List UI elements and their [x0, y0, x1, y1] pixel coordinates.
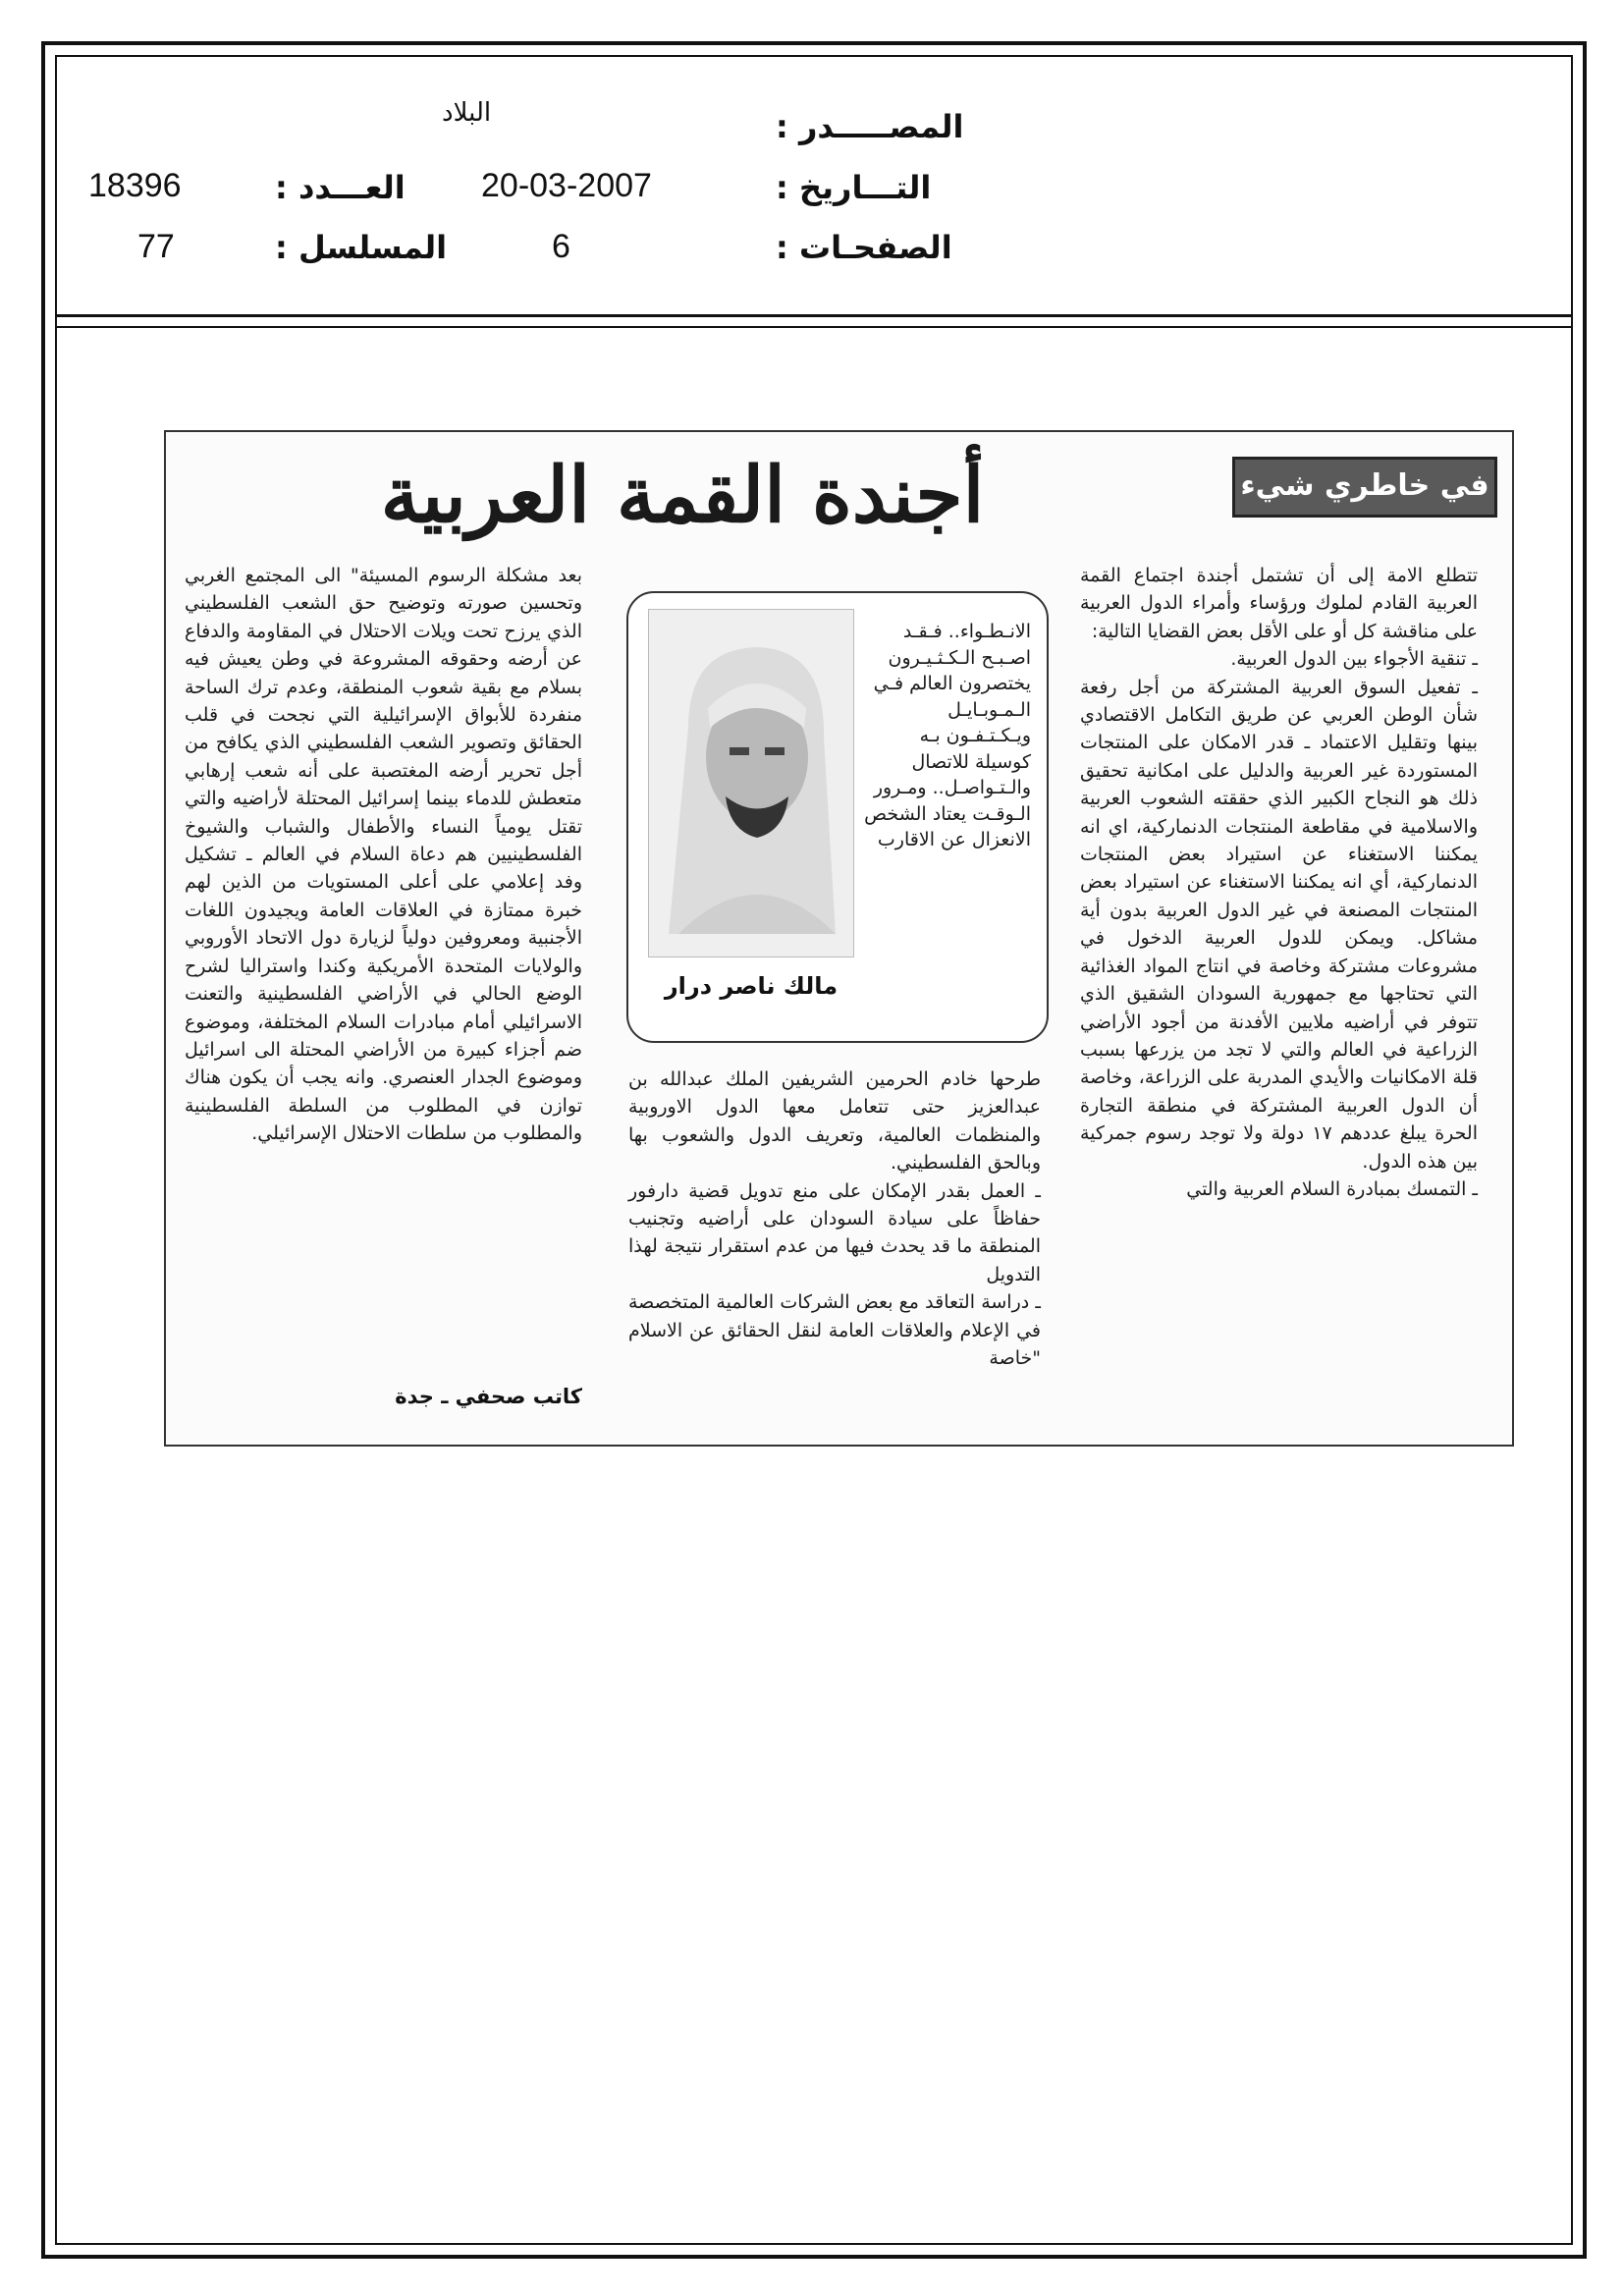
- author-signoff: كاتب صحفي ـ جدة: [395, 1385, 582, 1408]
- issue-value: 18396: [88, 167, 182, 204]
- source-label: المصـــــدر :: [776, 108, 964, 145]
- header-divider: [55, 314, 1573, 317]
- paragraph: تتطلع الامة إلى أن تشتمل أجندة اجتماع القمة العربية القادم لملوك ورؤساء وأمراء الدول العربية على مناقشة كل أو على الأقل بعض القضايا التالية:: [1080, 565, 1478, 642]
- serial-value: 77: [137, 228, 175, 265]
- paragraph: ـ تنقية الأجواء بين الدول العربية.: [1230, 648, 1478, 671]
- paragraph: بعد مشكلة الرسوم المسيئة" الى المجتمع الغربي وتحسين صورته وتوضيح حق الشعب الفلسطيني الذي يرزح تحت ويلات الاحتلال في المقاومة والدفاع عن أرضه وحقوقه المشروعة في وطن يعيش فيه بسلام مع بقية شعوب المنطقة، وعدم ترك الساحة منفردة للأبواق الإسرائيلية التي نجحت في قلب الحقائق وتصوير الشعب الفلسطيني الذي يكافح من أجل تحرير أرضه المغتصبة على أنه شعب إرهابي متعطش للدماء بينما إسرائيل المحتلة لأراضيه والتي تقتل يومياً النساء والأطفال والشباب والشيوخ الفلسطينيين هم دعاة السلام في العالم ـ تشكيل وفد إعلامي على أعلى المستويات من الذين لهم خبرة ممتازة في العلاقات العامة ويجيدون اللغات الأجنبية ومعروفين دولياً لزيارة دول الاتحاد الأوروبي والولايات المتحدة الأمريكية وكندا واستراليا لشرح الوضع الحالي في الأراضي الفلسطينية والتعنت الاسرائيلي أمام مبادرات السلام المختلفة، وموضوع ضم أجزاء كبيرة من الأراضي المحتلة الى اسرائيل وموضوع الجدار العنصري. وانه يجب أن يكون هناك توازن في المطلوب من السلطة الفلسطينية والمطلوب من سلطات الاحتلال الإسرائيلي.: [185, 565, 582, 1145]
- article-column-left: [185, 562, 582, 1148]
- article-column-middle: [628, 1066, 1041, 1372]
- pages-label: الصفحـات :: [776, 229, 952, 266]
- date-label: التـــاريخ :: [776, 169, 932, 206]
- paragraph: ـ تفعيل السوق العربية المشتركة من أجل رفعة شأن الوطن العربي عن طريق التكامل الاقتصادي بينها وتقليل الاعتماد ـ قدر الامكان على المنتجات المستوردة غير العربية والدليل على امكانية تحقيق ذلك هو النجاح الكبير الذي حققته الشعوب العربية والاسلامية في مقاطعة المنتجات الدنماركية، اي انه يمكننا الاستغناء عن استيراد بعض المنتجات الدنماركية، أي انه يمكننا الاستغناء عن استيراد بعض المنتجات المصنعة في غير الدول العربية بدون أية مشاكل. ويمكن للدول العربية الدخول في مشروعات مشتركة وخاصة في انتاج المواد الغذائية التي تحتاجها مع جمهورية السودان الشقيق الذي تتوفر في أراضيه ملايين الأفدنة من أجود الأراضي الزراعية في العالم والتي لا تجد من يزرعها بسبب قلة الامكانيات والأيدي المدربة على الزراعة، وخاصة أن الدول العربية المشتركة في منطقة التجارة الحرة يبلغ عددهم ١٧ دولة ولا توجد رسوم جمركية بين هذه الدول.: [1080, 676, 1478, 1173]
- paragraph: ـ العمل بقدر الإمكان على منع تدويل قضية دارفور حفاظاً على سيادة السودان على أراضيه وتجنيب المنطقة ما قد يحدث فيها من عدم استقرار نتيجة لهذا التدويل: [628, 1179, 1041, 1285]
- author-name: مالك ناصر درار: [664, 972, 839, 1000]
- paragraph: ـ التمسك بمبادرة السلام العربية والتي: [1186, 1177, 1478, 1200]
- issue-label: العـــدد :: [275, 169, 406, 206]
- header-divider-thin: [55, 326, 1573, 328]
- paragraph: ـ دراسة التعاقد مع بعض الشركات العالمية المتخصصة في الإعلام والعلاقات العامة لنقل الحقائق عن الاسلام "خاصة: [628, 1291, 1041, 1370]
- article-column-right: [1080, 562, 1478, 1203]
- section-tag: في خاطري شيء: [1232, 457, 1497, 518]
- author-photo: [648, 609, 854, 957]
- paragraph: طرحها خادم الحرمين الشريفين الملك عبدالله بن عبدالعزيز حتى تتعامل معها الدول الاوروبية والمنظمات العالمية، وتعريف الدول والشعوب بها وبالحق الفلسطيني.: [628, 1068, 1041, 1175]
- article-headline: أجندة القمة العربية: [380, 451, 985, 540]
- source-value: البلاد: [442, 98, 492, 128]
- portrait-photo-icon: [649, 610, 854, 957]
- pages-value: 6: [552, 228, 570, 265]
- pull-quote: الانـطـواء.. فـقـد اصـبـح الـكـثـيـرون يختصرون العالم فـي الـمـوبـايـل ويـكـتـفـون بـه كوسيلة للاتصال والـتـواصـل.. ومـرور الـوقـت يعتاد الشخص الانعزال عن الاقارب: [864, 621, 1031, 850]
- date-value: 20-03-2007: [481, 167, 652, 204]
- serial-label: المسلسل :: [275, 229, 448, 266]
